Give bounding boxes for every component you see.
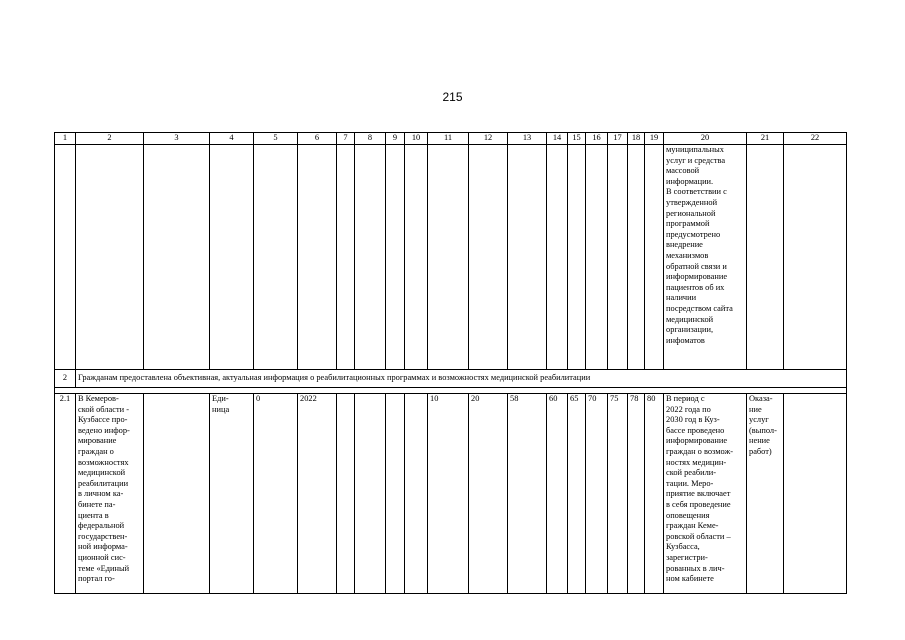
column-number: 18 [628, 133, 645, 145]
column-number: 15 [568, 133, 586, 145]
table-cell [608, 145, 628, 370]
column-number: 13 [508, 133, 547, 145]
column-number: 16 [586, 133, 608, 145]
column-number: 3 [144, 133, 210, 145]
column-number: 21 [747, 133, 784, 145]
table-cell [784, 145, 847, 370]
table-cell [645, 145, 664, 370]
page-number: 215 [442, 90, 463, 104]
table-cell [747, 145, 784, 370]
table-cell [355, 145, 386, 370]
table-cell [586, 145, 608, 370]
table-cell [628, 145, 645, 370]
base-year-cell: 2022 [298, 394, 337, 594]
table-cell [428, 145, 469, 370]
column-number: 5 [254, 133, 298, 145]
column-number: 2 [76, 133, 144, 145]
column-number: 12 [469, 133, 508, 145]
table-cell [568, 145, 586, 370]
table-row [55, 394, 847, 594]
column-number: 17 [608, 133, 628, 145]
section-title: Гражданам предоставлена объективная, актуальная информация о реабилитационных программах и возможностях медицинской реабилитации [76, 370, 847, 388]
value-cell: 78 [628, 394, 645, 594]
table-cell [469, 145, 508, 370]
section-header-row [55, 370, 847, 388]
value-cell: 60 [547, 394, 568, 594]
column-number: 14 [547, 133, 568, 145]
value-cell: 58 [508, 394, 547, 594]
base-value-cell: 0 [254, 394, 298, 594]
table-cell [337, 145, 355, 370]
table-cell [144, 145, 210, 370]
column-number: 20 [664, 133, 747, 145]
column-number: 1 [55, 133, 76, 145]
table-cell [55, 145, 76, 370]
value-cell: 80 [645, 394, 664, 594]
result-name-cell: В Кемеров- ской области - Кузбассе про- ведено инфор- мирование граждан о возможностях медицинской реабилитации в личном ка- бинете па- циента в федеральной государствен- ной информа- ционной сис- теме «Единый портал го- [76, 394, 144, 594]
column-number: 8 [355, 133, 386, 145]
table-cell [386, 145, 405, 370]
table-cell [210, 145, 254, 370]
continuation-text-cell: муниципальных услуг и средства массовой информации. В соответствии с утвержденной региональной программой предусмотрено внедрение механизмов обратной связи и информирование пациентов об их наличии посредством сайта медицинской организации, инфоматов [664, 145, 747, 370]
value-cell: 70 [586, 394, 608, 594]
table-cell [508, 145, 547, 370]
table-cell [386, 394, 405, 594]
type-cell: Оказа- ние услуг (выпол- нение работ) [747, 394, 784, 594]
document-table [54, 132, 847, 594]
unit-cell: Еди- ница [210, 394, 254, 594]
column-number: 22 [784, 133, 847, 145]
table-cell [547, 145, 568, 370]
table-cell [405, 394, 428, 594]
value-cell: 75 [608, 394, 628, 594]
row-number: 2.1 [55, 394, 76, 594]
table-cell [784, 394, 847, 594]
section-number: 2 [55, 370, 76, 388]
column-number: 10 [405, 133, 428, 145]
description-cell: В период с 2022 года по 2030 год в Куз- бассе проведено информирование граждан о возмож- ностях медицин- ской реабили- тации. Меро- приятие включает в себя проведение оповещения граждан Кеме- ровской области – Кузбасса, зарегистри- рованных в лич- ном кабинете [664, 394, 747, 594]
table-cell [254, 145, 298, 370]
column-number: 7 [337, 133, 355, 145]
table-cell [76, 145, 144, 370]
column-number: 4 [210, 133, 254, 145]
table-cell [144, 394, 210, 594]
table-cell [355, 394, 386, 594]
value-cell: 65 [568, 394, 586, 594]
table-cell [337, 394, 355, 594]
value-cell: 10 [428, 394, 469, 594]
column-number: 9 [386, 133, 405, 145]
table-cell [405, 145, 428, 370]
value-cell: 20 [469, 394, 508, 594]
column-number: 19 [645, 133, 664, 145]
column-number-row [55, 133, 847, 145]
column-number: 11 [428, 133, 469, 145]
continuation-row [55, 145, 847, 370]
table-cell [298, 145, 337, 370]
column-number: 6 [298, 133, 337, 145]
